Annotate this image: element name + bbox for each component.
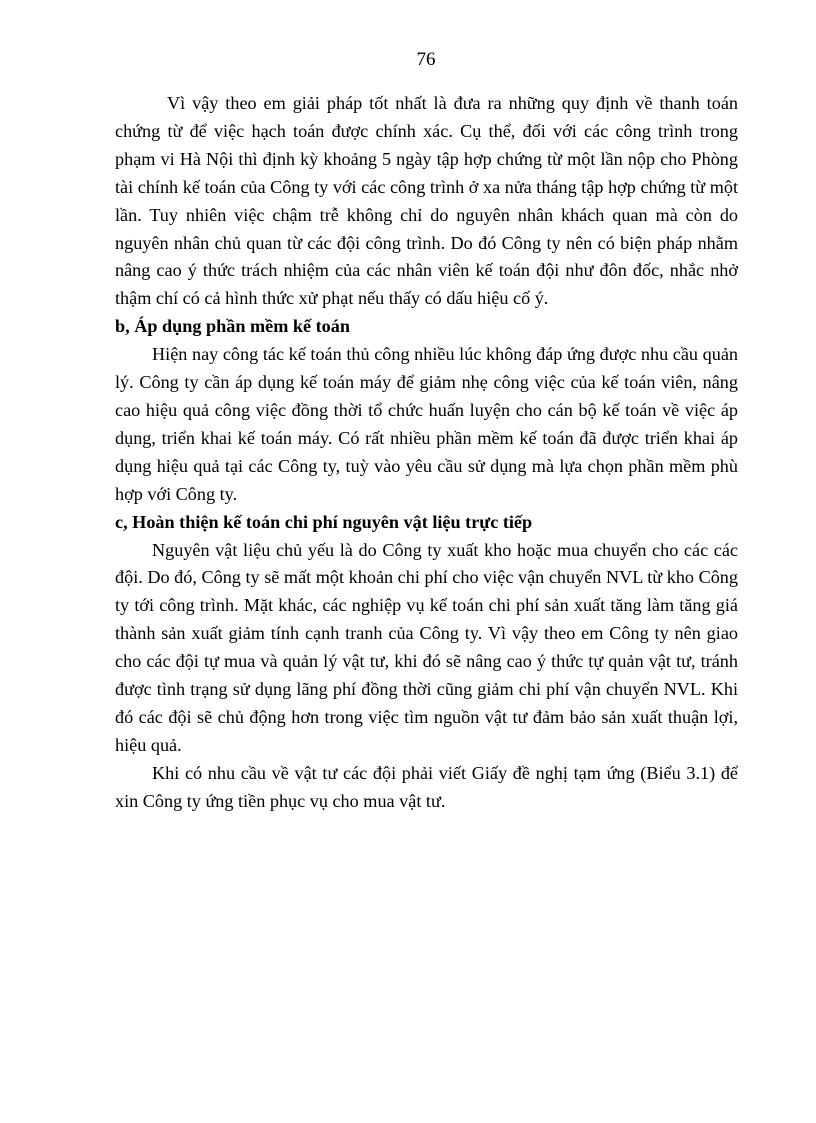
page-content xyxy=(115,90,738,816)
section-heading-b: b, Áp dụng phần mềm kế toán xyxy=(115,316,350,337)
page-number: 76 xyxy=(416,49,436,70)
section-heading-c: c, Hoàn thiện kế toán chi phí nguyên vật liệu trực tiếp xyxy=(115,511,533,532)
paragraph-accounting-software: Hiện nay công tác kế toán thủ công nhiều lúc không đáp ứng được nhu cầu quản lý. Công ty cần áp dụng kế toán máy để giảm nhẹ công việc của kế toán viên, nâng cao hiệu quả công việc đồng thời tổ chức huấn luyện cho cán bộ kế toán về việc áp dụng, triển khai kế toán máy. Có rất nhiều phần mềm kế toán đã được triển khai áp dụng hiệu quả tại các Công ty, tuỳ vào yêu cầu sử dụng mà lựa chọn phần mềm phù hợp với Công ty. xyxy=(115,344,738,504)
paragraph-payment-documents: Vì vậy theo em giải pháp tốt nhất là đưa ra những quy định về thanh toán chứng từ để việc hạch toán được chính xác. Cụ thể, đối với các công trình trong phạm vi Hà Nội thì định kỳ khoảng 5 ngày tập hợp chứng từ một lần nộp cho Phòng tài chính kế toán của Công ty với các công trình ở xa nửa tháng tập hợp chứng từ một lần. Tuy nhiên việc chậm trễ không chỉ do nguyên nhân khách quan mà còn do nguyên nhân chủ quan từ các đội công trình. Do đó Công ty nên có biện pháp nhằm nâng cao ý thức trách nhiệm của các nhân viên kế toán đội như đôn đốc, nhắc nhở thậm chí có cả hình thức xử phạt nếu thấy có dấu hiệu cố ý. xyxy=(115,93,738,309)
paragraph-advance-request: Khi có nhu cầu về vật tư các đội phải viết Giấy đề nghị tạm ứng (Biểu 3.1) để xin Công ty ứng tiền phục vụ cho mua vật tư. xyxy=(115,762,738,811)
paragraph-material-costs: Nguyên vật liệu chủ yếu là do Công ty xuất kho hoặc mua chuyển cho các các đội. Do đó, Công ty sẽ mất một khoản chi phí cho việc vận chuyển NVL từ kho Công ty tới công trình. Mặt khác, các nghiệp vụ kế toán chi phí sản xuất tăng làm tăng giá thành sản xuất giảm tính cạnh tranh của Công ty. Vì vậy theo em Công ty nên giao cho các đội tự mua và quản lý vật tư, khi đó sẽ nâng cao ý thức tự quản vật tư, tránh được tình trạng sử dụng lãng phí đồng thời cũng giảm chi phí vận chuyển NVL. Khi đó các đội sẽ chủ động hơn trong việc tìm nguồn vật tư đảm bảo sản xuất thuận lợi, hiệu quả. xyxy=(115,539,738,755)
